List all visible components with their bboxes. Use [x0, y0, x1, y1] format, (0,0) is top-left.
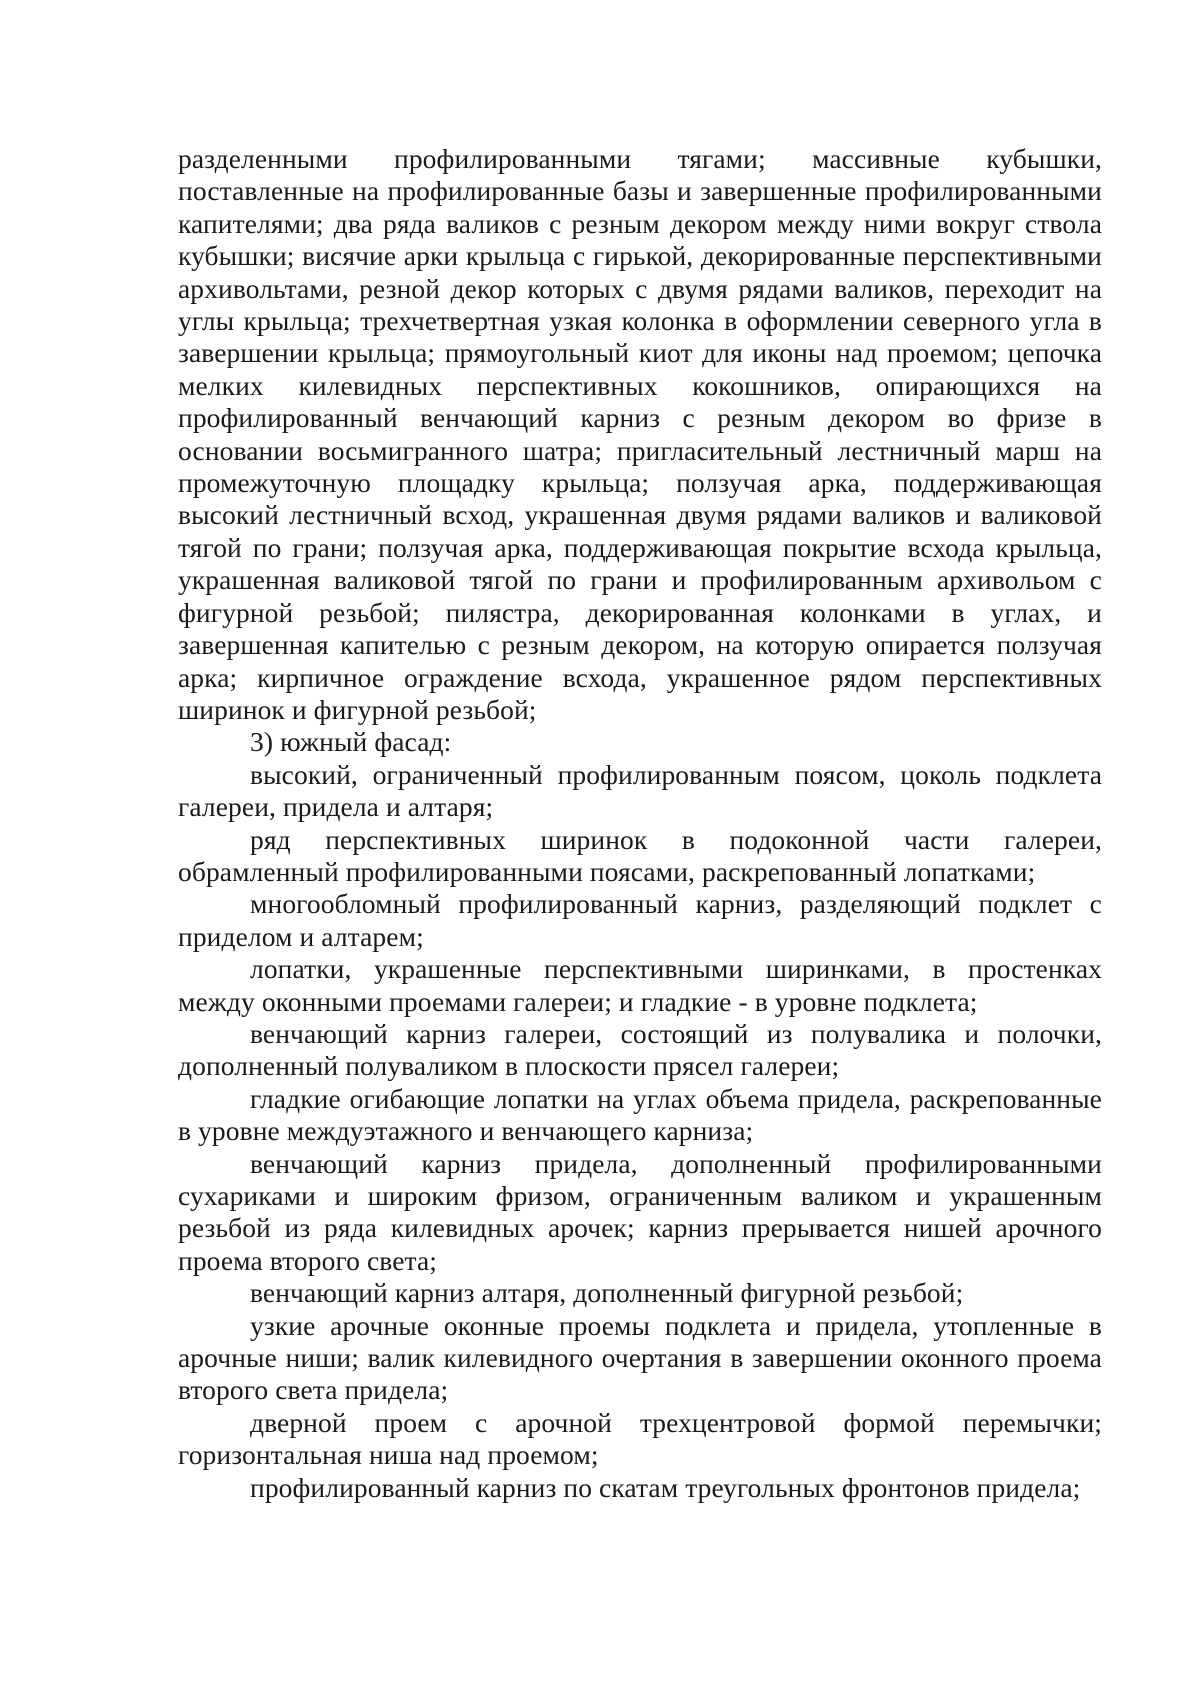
- paragraph-south-pilasters: лопатки, украшенные перспективными ширинками, в простенках между оконными проемами галереи; и гладкие - в уровне подклета;: [178, 953, 1102, 1017]
- paragraph-south-gallery-cornice: венчающий карниз галереи, состоящий из полувалика и полочки, дополненный полуваликом в плоскости прясел галереи;: [178, 1017, 1102, 1082]
- document-body: [178, 143, 1102, 1504]
- paragraph-south-windows: узкие арочные оконные проемы подклета и придела, утопленные в арочные ниши; валик килевидного очертания в завершении оконного проема второго света придела;: [178, 1309, 1102, 1406]
- paragraph-south-panels: ряд перспективных ширинок в подоконной части галереи, обрамленный профилированными поясами, раскрепованный лопатками;: [178, 823, 1102, 887]
- paragraph-south-plinth: высокий, ограниченный профилированным поясом, цоколь подклета галереи, придела и алтаря;: [178, 758, 1102, 823]
- paragraph-south-facade-heading: 3) южный фасад:: [250, 726, 452, 758]
- paragraph-south-altar-cornice: венчающий карниз алтаря, дополненный фигурной резьбой;: [250, 1277, 964, 1309]
- paragraph-south-corner-pilasters: гладкие огибающие лопатки на углах объема придела, раскрепованные в уровне междуэтажного и венчающего карниза;: [178, 1082, 1102, 1147]
- paragraph-south-door: дверной проем с арочной трехцентровой формой перемычки; горизонтальная ниша над проемом;: [178, 1406, 1102, 1471]
- paragraph-south-cornice-multi: многообломный профилированный карниз, разделяющий подклет с приделом и алтарем;: [178, 888, 1102, 952]
- paragraph-south-pediment-cornice: профилированный карниз по скатам треугольных фронтонов придела;: [250, 1471, 1081, 1503]
- paragraph-south-chapel-cornice: венчающий карниз придела, дополненный профилированными сухариками и широким фризом, ограниченным валиком и украшенным резьбой из ряда килевидных арочек; карниз прерывается нишей арочного проема второго света;: [178, 1147, 1102, 1276]
- paragraph-porch-elements: разделенными профилированными тягами; массивные кубышки, поставленные на профилированные базы и завершенные профилированными капителями; два ряда валиков с резным декором между ними вокруг ствола кубышки; висячие арки крыльца с гирькой, декорированные перспективными архивольтами, резной декор которых с двумя рядами валиков, переходит на углы крыльца; трехчетвертная узкая колонка в оформлении северного угла в завершении крыльца; прямоугольный киот для иконы над проемом; цепочка мелких килевидных перспективных кокошников, опирающихся на профилированный венчающий карниз с резным декором во фризе в основании восьмигранного шатра; пригласительный лестничный марш на промежуточную площадку крыльца; ползучая арка, поддерживающая высокий лестничный всход, украшенная двумя рядами валиков и валиковой тягой по грани; ползучая арка, поддерживающая покрытие всхода крыльца, украшенная валиковой тягой по грани и профилированным архивольом с фигурной резьбой; пилястра, декорированная колонками в углах, и завершенная капителью с резным декором, на которую опирается ползучая арка; кирпичное ограждение всхода, украшенное рядом перспективных ширинок и фигурной резьбой;: [178, 143, 1102, 725]
